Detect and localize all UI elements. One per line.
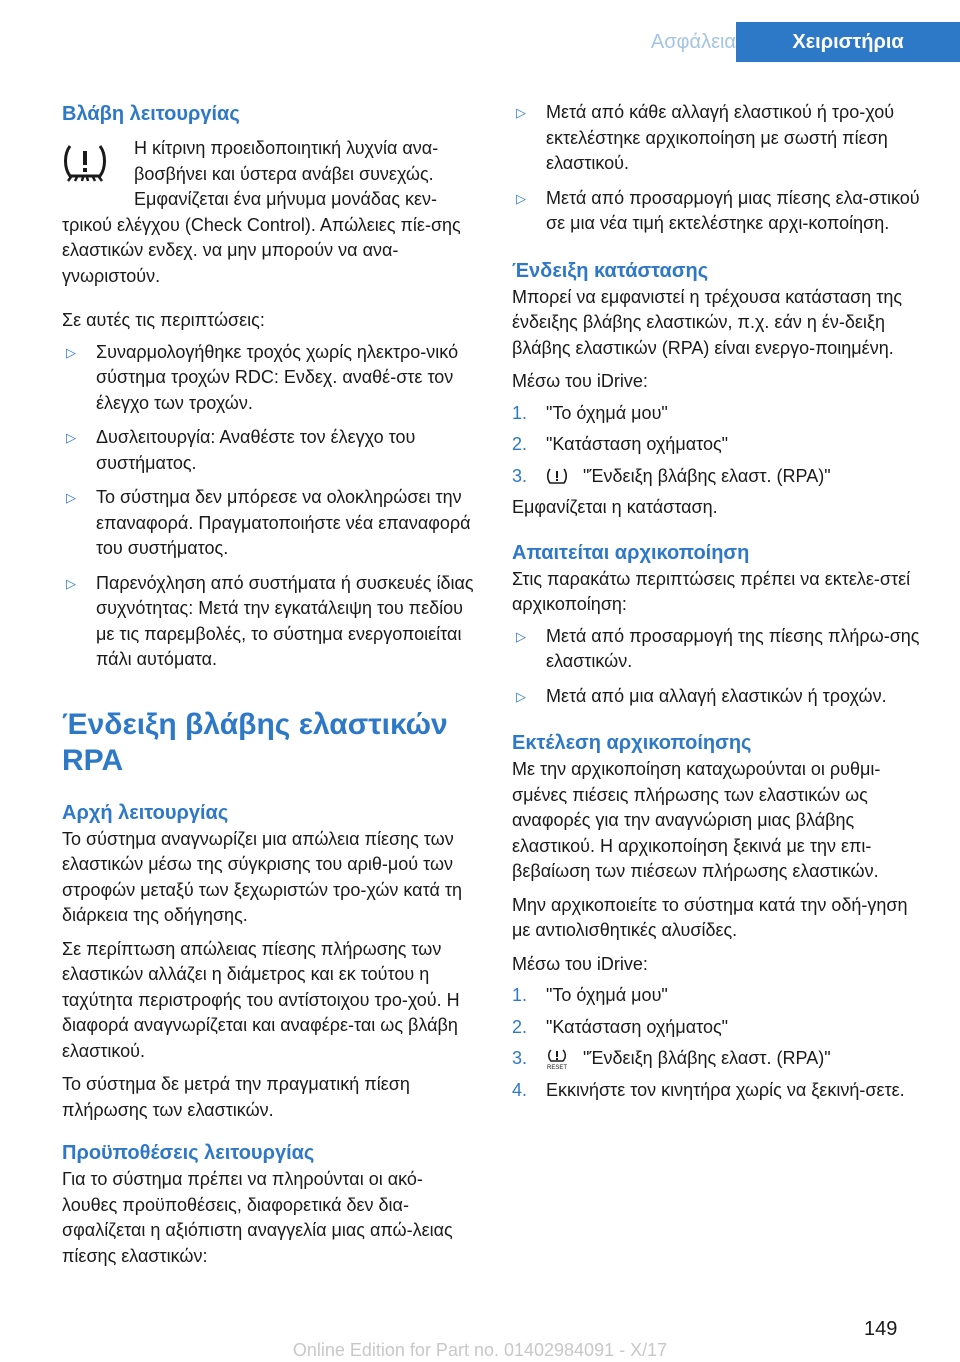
triangle-bullet-icon: ▷ bbox=[66, 344, 76, 360]
list-item: ▷ Μετά από κάθε αλλαγή ελαστικού ή τρο-χού εκτελέστηκε αρχικοποίηση με σωστή πίεση ελαστικού. bbox=[516, 102, 895, 173]
list-item: ▷ Μετά από μια αλλαγή ελαστικών ή τροχών. bbox=[512, 684, 926, 710]
principle-paragraph-1: Το σύστημα αναγνωρίζει μια απώλεια πίεσης των ελαστικών μέσω της σύγκρισης του αριθ-μού των στροφών μεταξύ των ξεχωριστών τρο-χών κατά τη διάρκεια της οδήγησης. bbox=[62, 828, 462, 925]
heading-init-required: Απαιτείται αρχικοποίηση bbox=[512, 541, 750, 564]
status-shown-paragraph: Εμφανίζεται η κατάσταση. bbox=[512, 497, 718, 517]
step-item: 2. "Κατάσταση οχήματος" bbox=[512, 434, 729, 454]
triangle-bullet-icon: ▷ bbox=[66, 490, 76, 505]
list-item: ▷ Συναρμολογήθηκε τροχός χωρίς ηλεκτρο-νικό σύστημα τροχών RDC: Ενδεχ. αναθέ-στε τον έλεγχο των τροχών. bbox=[66, 341, 459, 413]
left-column bbox=[62, 100, 474, 1269]
status-paragraph: Μπορεί να εμφανιστεί η τρέχουσα κατάσταση της ένδειξης βλάβης ελαστικών, π.χ. εάν η έν-δειξη βλάβης ελαστικών (RPA) είναι ενεργο-ποιημένη. bbox=[512, 286, 903, 358]
heading-function-failure: Βλάβη λειτουργίας bbox=[62, 103, 240, 125]
step-item: 1. "Το όχημά μου" bbox=[512, 402, 668, 423]
step-item: 2. "Κατάσταση οχήματος" bbox=[512, 1016, 729, 1037]
right-column bbox=[512, 100, 926, 1103]
idrive-paragraph-1: Μέσω του iDrive: bbox=[512, 371, 648, 391]
list-item: ▷ Το σύστημα δεν μπόρεσε να ολοκληρώσει την επαναφορά. Πραγματοποιήστε νέα επαναφορά του συστήματος. bbox=[66, 487, 471, 558]
prerequisites-paragraph: Για το σύστημα πρέπει να πληρούνται οι ακό-λουθες προϋποθέσεις, διαφορετικά δεν δια-σφαλίζεται η αξιόπιστη αναγγελία μιας απώ-λειας πίεσης ελαστικών: bbox=[62, 1169, 453, 1266]
perform-paragraph-2: Μην αρχικοποιείτε το σύστημα κατά την οδή-γηση με αντιολισθητικές αλυσίδες. bbox=[512, 894, 908, 940]
heading-perform-init: Εκτέλεση αρχικοποίησης bbox=[512, 732, 752, 754]
idrive-paragraph-2: Μέσω του iDrive: bbox=[512, 953, 648, 974]
cases-paragraph: Σε αυτές τις περιπτώσεις: bbox=[62, 310, 265, 330]
header-chapter-tab: Χειριστήρια bbox=[736, 22, 960, 62]
list-item: ▷ Μετά από προσαρμογή μιας πίεσης ελα-στικού σε μια νέα τιμή εκτελέστηκε αρχι-κοποίηση. bbox=[516, 187, 920, 233]
section-title-rpa: Ένδειξη βλάβης ελαστικών RPA bbox=[62, 707, 448, 777]
step-item: 1. "Το όχημά μου" bbox=[512, 985, 668, 1005]
triangle-bullet-icon: ▷ bbox=[66, 430, 76, 445]
list-item: ▷ Παρενόχληση από συστήματα ή συσκευές ίδιας συχνότητας: Μετά την εγκατάλειψη του πεδίου με τις παρεμβολές, το σύστημα ενεργοποιείται πάλι αυτόματα. bbox=[66, 572, 474, 669]
init-required-paragraph: Στις παρακάτω περιπτώσεις πρέπει να εκτελε-στεί αρχικοποίηση: bbox=[512, 568, 911, 614]
footer-edition: Online Edition for Part no. 01402984091 - X/17 bbox=[292, 1340, 668, 1360]
triangle-bullet-icon: ▷ bbox=[66, 575, 76, 591]
triangle-bullet-icon: ▷ bbox=[516, 688, 526, 704]
header-section-title: Ασφάλεια bbox=[650, 31, 736, 53]
triangle-bullet-icon: ▷ bbox=[516, 190, 526, 206]
principle-paragraph-3: Το σύστημα δε μετρά την πραγματική πίεση πλήρωσης των ελαστικών. bbox=[62, 1074, 410, 1120]
tire-reset-icon bbox=[546, 1048, 568, 1070]
tire-pressure-warning-icon bbox=[62, 142, 108, 184]
heading-principle: Αρχή λειτουργίας bbox=[62, 801, 229, 824]
triangle-bullet-icon: ▷ bbox=[516, 105, 526, 120]
intro-paragraph: Η κίτρινη προειδοποιητική λυχνία ανα-βοσβήνει και ύστερα ανάβει συνεχώς. Εμφανίζεται ένα μήνυμα μονάδας κεν-τρικού ελέγχου (Check Control). Απώλειες πίε-σης ελαστικών ενδεχ. να μην μπορούν να ανα-γνωριστούν. bbox=[62, 138, 461, 286]
heading-prerequisites: Προϋποθέσεις λειτουργίας bbox=[62, 1142, 315, 1164]
perform-paragraph-1: Με την αρχικοποίηση καταχωρούνται οι ρυθμι-σμένες πιέσεις πλήρωσης των ελαστικών ως αναφορές για την αναγνώριση μιας βλάβης ελαστικού. Η αρχικοποίηση ξεκινά με την επι-βεβαίωση των πιέσεων πλήρωσης ελαστικών. bbox=[512, 759, 881, 881]
svg-text:RESET: RESET bbox=[546, 1065, 568, 1071]
step-item: 3. RESET "Ένδειξη βλάβης ελαστ. (RPA)" bbox=[512, 1048, 831, 1071]
heading-status-display: Ένδειξη κατάστασης bbox=[512, 259, 709, 282]
step-item: 4. Εκκινήστε τον κινητήρα χωρίς να ξεκινή-σετε. bbox=[512, 1079, 905, 1100]
step-item: 3. "Ένδειξη βλάβης ελαστ. (RPA)" bbox=[512, 464, 926, 490]
principle-paragraph-2: Σε περίπτωση απώλειας πίεσης πλήρωσης των ελαστικών αλλάζει η διάμετρος και εκ τούτου η ταχύτητα περιστροφής του αντίστοιχου τρο-χού. Η διαφορά αναγνωρίζεται και αναφέρε-ται ως βλάβη ελαστικού. bbox=[62, 938, 460, 1061]
list-item: ▷ Μετά από προσαρμογή της πίεσης πλήρω-σης ελαστικών. bbox=[516, 625, 920, 671]
list-item: ▷ Δυσλειτουργία: Αναθέστε τον έλεγχο του συστήματος. bbox=[66, 427, 416, 473]
tire-warning-small-icon bbox=[546, 466, 568, 488]
triangle-bullet-icon: ▷ bbox=[516, 628, 526, 644]
page-number: 149 bbox=[864, 1318, 898, 1340]
